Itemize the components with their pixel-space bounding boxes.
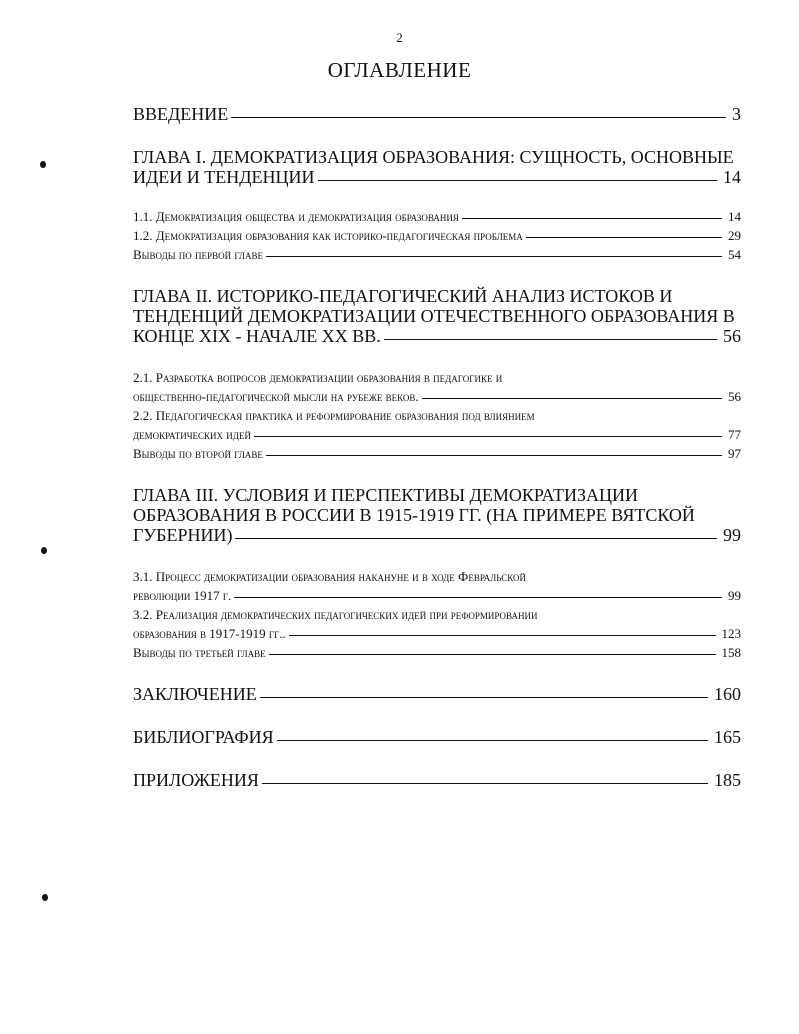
toc-entry-label: ВВЕДЕНИЕ <box>133 104 229 124</box>
toc-page-number: 14 <box>723 167 741 187</box>
toc-page-number: 29 <box>728 228 741 243</box>
toc-page-number: 97 <box>728 446 741 461</box>
chapter-title-line: ГУБЕРНИИ) <box>133 525 233 545</box>
leader-line <box>526 237 722 238</box>
leader-line <box>422 398 722 399</box>
toc-entry-conclusions-3[interactable] <box>133 643 741 662</box>
toc-page-number: 56 <box>728 389 741 404</box>
toc-entry-section-1-2[interactable] <box>133 226 741 245</box>
toc-entry-label: 3.1. Процесс демократизации образования накануне и в ходе Февральской <box>133 569 527 584</box>
leader-line <box>266 455 722 456</box>
toc-entry-chapter-3[interactable] <box>133 485 741 545</box>
toc-entry-section-2-2[interactable] <box>133 406 741 444</box>
toc-entry-label: революции 1917 г. <box>133 588 232 603</box>
toc-page-number: 54 <box>728 247 741 262</box>
toc-entry-section-1-1[interactable] <box>133 207 741 226</box>
toc-entry-conclusions-1[interactable] <box>133 245 741 264</box>
toc-page-number: 160 <box>714 684 741 704</box>
leader-line <box>269 654 716 655</box>
toc-page-number: 56 <box>723 326 741 346</box>
toc-entry-chapter-1[interactable] <box>133 147 741 187</box>
leader-line <box>231 117 726 118</box>
binder-hole-mark <box>41 547 47 554</box>
page-title: ОГЛАВЛЕНИЕ <box>327 58 472 82</box>
toc-entry-label: ЗАКЛЮЧЕНИЕ <box>133 684 257 704</box>
toc-entry-conclusions-2[interactable] <box>133 444 741 463</box>
leader-line <box>254 436 722 437</box>
toc-page-number: 185 <box>714 770 741 790</box>
toc-page-number: 77 <box>728 427 741 442</box>
leader-line <box>234 597 722 598</box>
toc-entry-label: 2.1. Разработка вопросов демократизации образования в педагогике и <box>133 370 503 385</box>
binder-hole-mark <box>40 161 46 168</box>
leader-line <box>235 538 717 539</box>
toc-page-number: 165 <box>714 727 741 747</box>
toc-entry-label: ПРИЛОЖЕНИЯ <box>133 770 259 790</box>
chapter-title-line: ТЕНДЕНЦИЙ ДЕМОКРАТИЗАЦИИ ОТЕЧЕСТВЕННОГО ОБРАЗОВАНИЯ В <box>133 306 735 326</box>
chapter-title-line: ГЛАВА II. ИСТОРИКО-ПЕДАГОГИЧЕСКИЙ АНАЛИЗ ИСТОКОВ И <box>133 286 673 306</box>
chapter-title-line: ГЛАВА I. ДЕМОКРАТИЗАЦИЯ ОБРАЗОВАНИЯ: СУЩНОСТЬ, ОСНОВНЫЕ <box>133 147 734 167</box>
toc-entry-label: Выводы по второй главе <box>133 446 263 461</box>
chapter-title-line: ИДЕИ И ТЕНДЕНЦИИ <box>133 167 315 187</box>
leader-line <box>277 740 708 741</box>
binder-hole-mark <box>42 894 48 901</box>
toc-entry-label: БИБЛИОГРАФИЯ <box>133 727 274 747</box>
toc-entry-label: 1.2. Демократизация образования как историко-педагогическая проблема <box>133 228 523 243</box>
chapter-title-line: КОНЦЕ XIX - НАЧАЛЕ XX ВВ. <box>133 326 381 346</box>
leader-line <box>260 697 708 698</box>
toc-entry-label: 3.2. Реализация демократических педагогических идей при реформировании <box>133 607 538 622</box>
leader-line <box>266 256 722 257</box>
toc-entry-bibliography[interactable] <box>133 727 741 747</box>
chapter-title-line: ГЛАВА III. УСЛОВИЯ И ПЕРСПЕКТИВЫ ДЕМОКРАТИЗАЦИИ <box>133 485 638 505</box>
toc-entry-label: образования в 1917-1919 гг.. <box>133 626 286 641</box>
toc-entry-section-3-1[interactable] <box>133 567 741 605</box>
toc-entry-label: Выводы по первой главе <box>133 247 263 262</box>
toc-page-number: 14 <box>728 209 741 224</box>
toc-page-number: 158 <box>721 645 741 660</box>
leader-line <box>262 783 708 784</box>
leader-line <box>289 635 716 636</box>
toc-entry-label: Выводы по третьей главе <box>133 645 266 660</box>
toc-entry-section-3-2[interactable] <box>133 605 741 643</box>
toc-entry-label: 2.2. Педагогическая практика и реформирование образования под влиянием <box>133 408 535 423</box>
leader-line <box>462 218 722 219</box>
toc-page-number: 99 <box>728 588 741 603</box>
toc-entry-chapter-2[interactable] <box>133 286 741 346</box>
toc-page-number: 3 <box>732 104 741 124</box>
leader-line <box>384 339 717 340</box>
toc-entry-appendices[interactable] <box>133 770 741 790</box>
toc-entry-section-2-1[interactable] <box>133 368 741 406</box>
chapter-title-line: ОБРАЗОВАНИЯ В РОССИИ В 1915-1919 ГГ. (НА ПРИМЕРЕ ВЯТСКОЙ <box>133 505 695 525</box>
toc-entry-label: 1.1. Демократизация общества и демократизация образования <box>133 209 459 224</box>
toc-page-number: 123 <box>721 626 741 641</box>
leader-line <box>318 180 717 181</box>
toc-entry-conclusion[interactable] <box>133 684 741 704</box>
toc-entry-label: общественно-педагогической мысли на рубеже веков. <box>133 389 419 404</box>
toc-page-number: 99 <box>723 525 741 545</box>
toc-entry-label: демократических идей <box>133 427 251 442</box>
toc-entry-introduction[interactable] <box>133 104 741 124</box>
page-number: 2 <box>396 30 403 45</box>
